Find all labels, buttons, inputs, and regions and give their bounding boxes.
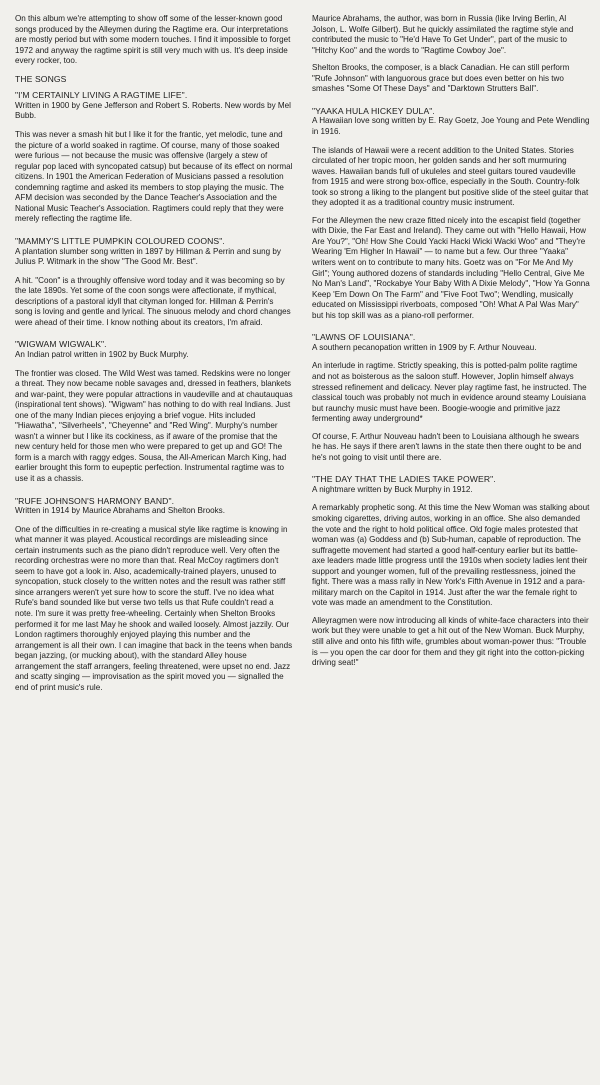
right-column xyxy=(312,14,590,676)
song-title: "I'M CERTAINLY LIVING A RAGTIME LIFE". xyxy=(15,90,188,101)
song-title: "RUFE JOHNSON'S HARMONY BAND". xyxy=(15,495,175,506)
song-body: The frontier was closed. The Wild West was tamed. Redskins were no longer a threat. They now became noble savages and, dressed in feathers, blankets and war-paint, they were popular attractions in vaudeville and at chautauquas (inspirational tent shows). "Wigwam" has nothing to do with real Indians. Just one of the many Indian pieces enjoying a brief vogue. Hits included "Hiawatha", "Silverheels", "Cheyenne" and "Red Wing". Murphy's number wasn't a winner but I like its cockiness, as if aware of the promise that the new century held for those men who were prepared to get up and GO! The form is a march with raggy edges. Sousa, the All-American March King, had earlier brought this form to eupeptic perfection. Instrumental ragtime was to use it as a chassis. xyxy=(15,368,293,483)
song-credit: Written in 1914 by Maurice Abrahams and Shelton Brooks. xyxy=(15,506,225,516)
song-title: "WIGWAM WIGWALK". xyxy=(15,339,107,350)
song-title: "LAWNS OF LOUISIANA". xyxy=(312,332,416,343)
body-paragraph: Shelton Brooks, the composer, is a black Canadian. He can still perform "Rufe Johnson" with languorous grace but does even better on his two smashes "Some Of These Days" and "Darktown Strutters Ball". xyxy=(312,63,570,94)
song-title: "MAMMY'S LITTLE PUMPKIN COLOURED COONS". xyxy=(15,235,225,246)
song-credit: An Indian patrol written in 1902 by Buck Murphy. xyxy=(15,349,189,359)
song-body: One of the difficulties in re-creating a musical style like ragtime is knowing in what manner it was played. Acoustical recordings are misleading since certain instruments such as the piano didn't reproduce well. Very often the recording orchestras were no more than that. Real McCoy ragtimers don't seem to have got a look in. Also, academically-trained players, unused to syncopation, stuck closely to the written notes and the result was rather stiff since arrangers weren't yet sure how to score the stuff. I've no idea what Rufe's band sounded like but verse two tells us that Rufe couldn't read a note. I'm sure it was pretty free-wheeling. Certainly when Shelton Brooks performed it for me last May he shook and wailed loosely. Almost jazzily. Our London ragtimers thoroughly enjoyed playing this number and the arrangement is all their own. I can imagine that back in the teens when bands began jazzing, (or mucking about), with the standard Alley house arrangement the staff arrangers, feeling threatened, were upset no end. Jazz and scatty singing — improvisation as the spirit moved you — signalled the end of print music's rule. xyxy=(15,524,293,692)
song-body: A hit. "Coon" is a throughly offensive word today and it was becoming so by the late 1890s. Yet some of the coon songs were affectionate, if mythical, descriptions of a pastoral idyll that cityman longed for. Hillman & Perrin's song is loving and gentle and lyrical. The sinuous melody and chord changes were ahead of their time. I know nothing about its creators, I'm afraid. xyxy=(15,275,291,327)
body-paragraph: Maurice Abrahams, the author, was born in Russia (like Irving Berlin, Al Jolson, L. Wolfe Gilbert). But he quickly assimilated the ragtime style and contributed the music to "He'd Have To Get Under", part of the music to "Hitchy Koo" and the words to "Ragtime Cowboy Joe". xyxy=(312,14,574,55)
song-title: "YAAKA HULA HICKEY DULA". xyxy=(312,105,435,116)
section-title: THE SONGS xyxy=(15,73,67,84)
song-body: Alleyragmen were now introducing all kinds of white-face characters into their work but they were unable to get a hit out of the New Woman. Buck Murphy, still alive and onto his fifth wife, grumbles about woman-power thus: "Trouble is — you open the car door for them and they git right into the cotton-picking driving seat!" xyxy=(312,615,589,668)
song-credit: A plantation slumber song written in 1897 by Hillman & Perrin and sung by Julius P. Witmark in the show "The Good Mr. Best". xyxy=(15,246,281,267)
song-body: The islands of Hawaii were a recent addition to the United States. Stories circulated of her tropic moon, her golden sands and her soft murmuring waves. Hawaiian bands full of ukuleles and steel guitars toured vaudeville from 1915 and were strong box-office, especially in the South. Country-folk took so strong a liking to the plangent but positive slide of the steel guitar that they adopted it as a traditional country music instrument. xyxy=(312,145,589,208)
song-body: Of course, F. Arthur Nouveau hadn't been to Louisiana although he swears he has. He says if there aren't lawns in the state then there ought to be and he's not going to visit until there are. xyxy=(312,431,582,462)
song-body: For the Alleymen the new craze fitted nicely into the escapist field (together with Dixie, the Far East and Ireland). They came out with "Hello Hawaii, How Are You?", "Oh! How She Could Yacki Hacki Wicki Wacki Woo" and "They're Wearing 'Em Higher In Hawaii" — to name but a few. Our three "Yaaka" writers went on to contribute to many hits. Goetz was on "For Me And My Girl"; Young authored dozens of standards including "Hello Central, Give Me No Man's Land", "Rockabye Your Baby With A Dixie Melody", "How Ya Gonna Keep 'Em Down On The Farm" and "Five Foot Two"; Wendling, musically educated on Mississippi riverboats, composed "Oh! What A Pal Was Mary" but his top skill was as a piano-roll performer. xyxy=(312,215,590,320)
intro-paragraph: On this album we're attempting to show off some of the lesser-known good songs produced by the Alleymen during the Ragtime era. Our interpretations are mostly period but with some modern touches. I find it impossible to forget 1972 and anyway the ragtime spirit is still very much with us. It's deep inside every rocker, too. xyxy=(15,14,291,66)
song-credit: A Hawaiian love song written by E. Ray Goetz, Joe Young and Pete Wendling in 1916. xyxy=(312,116,590,136)
song-credit: A southern pecanopation written in 1909 by F. Arthur Nouveau. xyxy=(312,342,537,352)
song-body: This was never a smash hit but I like it for the frantic, yet melodic, tune and the picture of a world soaked in ragtime. Of course, many of those soaked were furious — not because the music was offensive (largely a stew of regular pop laced with syncopated catsup) but because of its effect on normal citizens. In 1901 the American Federation of Musicians passed a resolution condemning ragtime and asked its members to stop playing the music. The AFM decision was seconded by the Dance Teacher's Association and the National Music Teacher's Association. Ragtimers could reply that they were merely reflecting the ragtime life. xyxy=(15,130,293,224)
song-title: "THE DAY THAT THE LADIES TAKE POWER". xyxy=(312,474,496,485)
song-credit: Written in 1900 by Gene Jefferson and Robert S. Roberts. New words by Mel Bubb. xyxy=(15,100,291,121)
song-body: A remarkably prophetic song. At this time the New Woman was stalking about smoking cigarettes, driving autos, working in an office. She also demanded the vote and the right to hold political office. Old fogie males protested that woman was (a) Goddess and (b) Sub-human, capable of reproduction. The suffragette movement had started a good half-century earlier but its battle-axe leaders made little progress until the 1910s when society ladies lent their support and younger women, full of the prevailing restlessness, joined the fight. There was a mass rally in New York's Fifth Avenue in 1912 and a para-military march on the Capitol in 1914. Just after the war the female right to vote was made an amendment to the Constitution. xyxy=(312,503,590,608)
song-body: An interlude in ragtime. Strictly speaking, this is potted-palm polite ragtime and not as boisterous as the saloon stuff. However, Joplin himself always stressed refinement and delicacy. Never play ragtime fast, he instructed. The classical touch was probably not much in evidence around steamy Louisiana but raunchy music must have been. Boogie-woogie and primitive jazz fermenting away underground* xyxy=(312,361,587,424)
left-column xyxy=(15,14,293,700)
song-credit: A nightmare written by Buck Murphy in 1912. xyxy=(312,484,473,494)
